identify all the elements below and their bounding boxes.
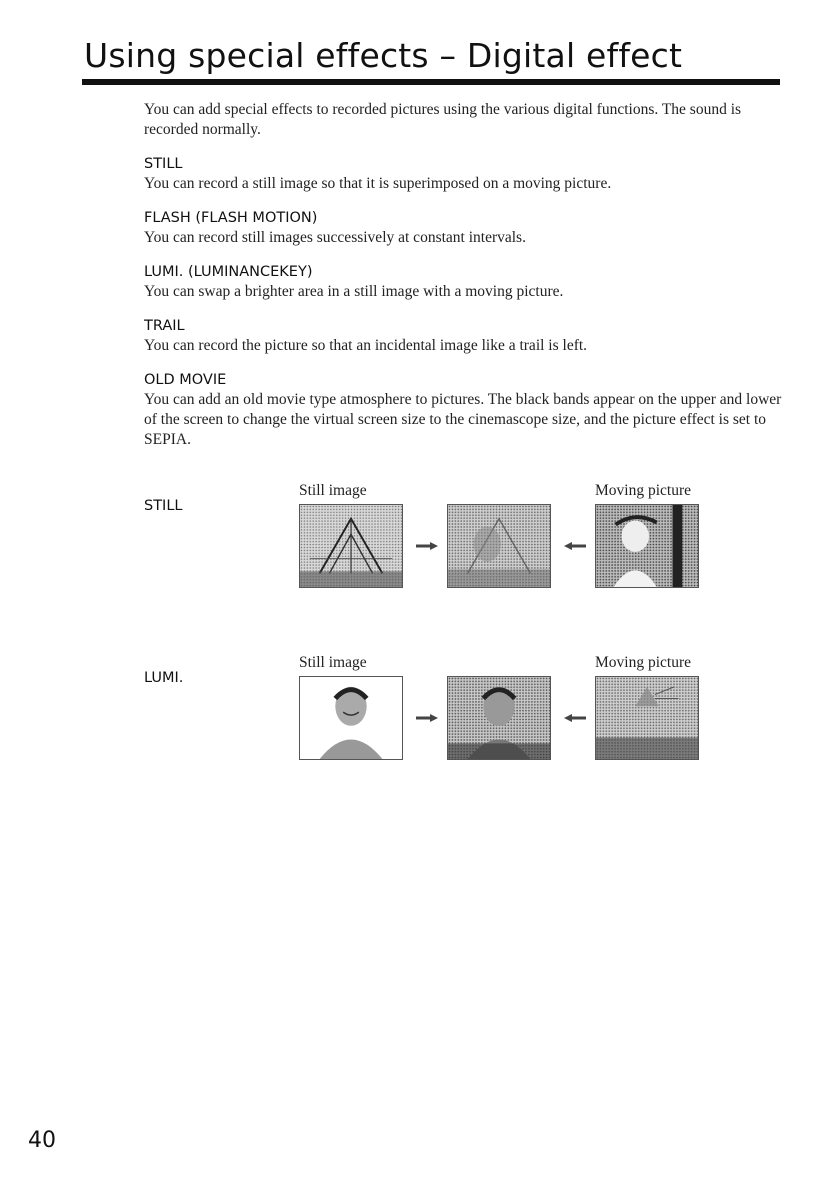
- arrow-right-icon: [416, 714, 438, 722]
- effect-name: FLASH (FLASH MOTION): [144, 210, 318, 226]
- still-image-caption: Still image: [299, 482, 367, 499]
- composite-image-thumbnail: [447, 504, 551, 588]
- main-content: [144, 100, 784, 464]
- arrow-right-icon: [416, 542, 438, 550]
- effect-description: You can swap a brighter area in a still image with a moving picture.: [144, 283, 564, 300]
- figure-label: STILL: [144, 498, 183, 514]
- moving-picture-caption: Moving picture: [595, 482, 691, 499]
- moving-picture-caption: Moving picture: [595, 654, 691, 671]
- effect-name: OLD MOVIE: [144, 372, 227, 388]
- figure-label: LUMI.: [144, 670, 184, 686]
- effect-name: TRAIL: [144, 318, 185, 334]
- figure-lumi: [144, 652, 744, 772]
- arrow-left-icon: [564, 542, 586, 550]
- effect-name: LUMI. (LUMINANCEKEY): [144, 264, 313, 280]
- effect-description: You can add an old movie type atmosphere to pictures. The black bands appear on the upper and lower of the screen to change the virtual screen size to the cinemascope size, and the picture effect is set to SEPIA.: [144, 391, 782, 448]
- still-image-thumbnail: [299, 676, 403, 760]
- figure-still: [144, 480, 744, 600]
- effect-still: [144, 154, 784, 194]
- intro-paragraph: You can add special effects to recorded pictures using the various digital functions. The sound is recorded normally.: [144, 101, 742, 138]
- effect-lumi: [144, 262, 784, 302]
- effect-description: You can record a still image so that it is superimposed on a moving picture.: [144, 175, 612, 192]
- composite-image-thumbnail: [447, 676, 551, 760]
- effect-description: You can record the picture so that an incidental image like a trail is left.: [144, 337, 588, 354]
- effect-name: STILL: [144, 156, 183, 172]
- still-image-caption: Still image: [299, 654, 367, 671]
- page-number: 40: [28, 1128, 56, 1153]
- effect-trail: [144, 316, 784, 356]
- title-rule: [82, 79, 780, 85]
- still-image-thumbnail: [299, 504, 403, 588]
- moving-picture-thumbnail: [595, 504, 699, 588]
- arrow-left-icon: [564, 714, 586, 722]
- moving-picture-thumbnail: [595, 676, 699, 760]
- effect-description: You can record still images successively at constant intervals.: [144, 229, 526, 246]
- effect-old-movie: [144, 370, 784, 450]
- effect-flash: [144, 208, 784, 248]
- page-title: Using special effects – Digital effect: [84, 36, 683, 75]
